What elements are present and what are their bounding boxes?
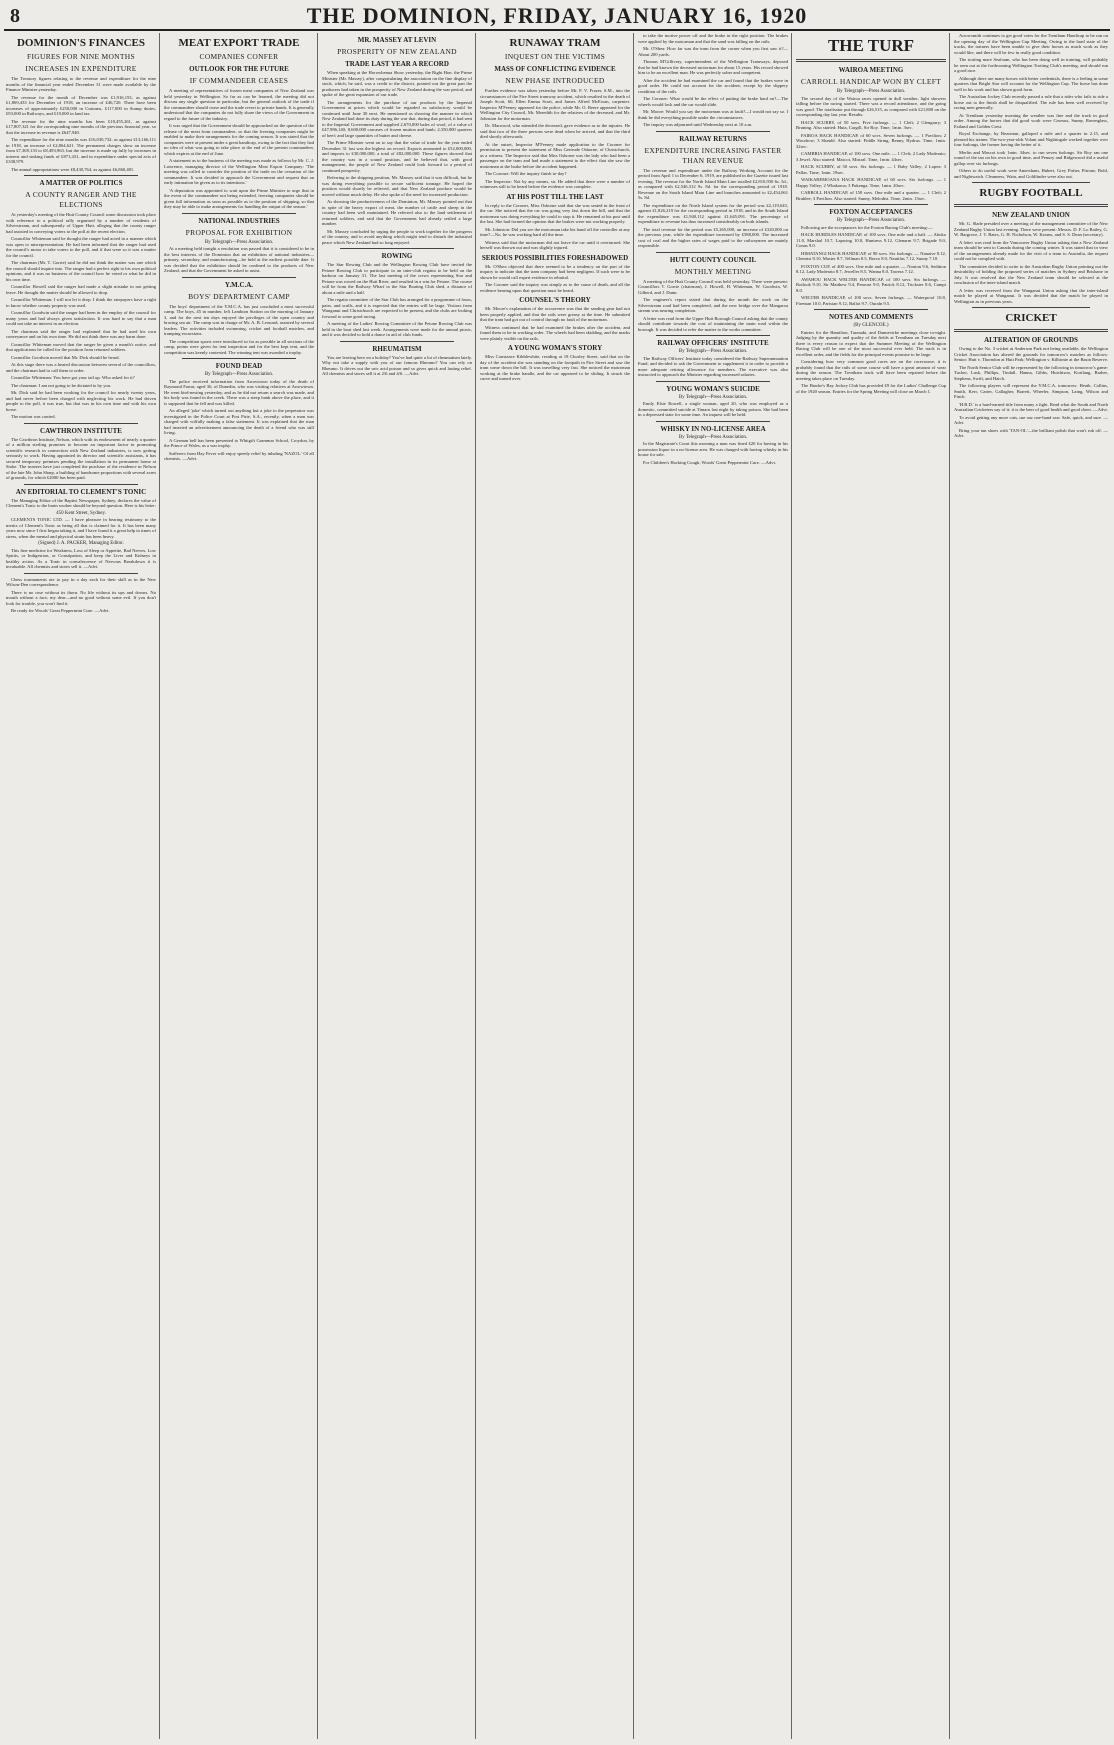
column-3	[322, 33, 472, 1739]
article-paragraph: Royal Exchange, by Bezonian, galloped a mile and a quarter in 2.15, and pleased his trainer. The two-year-olds Volant and Nightingale worked together over four furlongs, the former having the better of it.	[954, 131, 1108, 147]
article-paragraph: Witness said that the motorman did not leave the car until it overturned. She herself was thrown out and was slightly injured.	[480, 239, 630, 250]
article-paragraph: FAIROA HACK HANDICAP, of 60 sovs. Seven furlongs. — 1 Pavilion; 2 Woodrow; 3 Slumhl. Also started: Fiddle String, Benny, Hydrus. Time, 1min. 32sec.	[796, 132, 946, 149]
section-headline: RUNAWAY TRAM	[509, 37, 601, 49]
separator-rule	[656, 131, 770, 132]
section-headline: RUGBY FOOTBALL	[979, 187, 1083, 199]
article-paragraph: The Coroner said the inquiry was simply as to the cause of death, and all the evidence bearing upon that question must be heard.	[480, 282, 630, 293]
article-paragraph: A meeting of representatives of frozen meat companies of New Zealand was held yesterday in Wellington. So far as can be learned, the meeting did not discuss any single question in particular, but the general outlook of the trade if the commandeer should cease and the trade revert to private hands. It is generally understood that the companies do not fully share the views of the Government in regard to the future of the industry.	[164, 88, 314, 121]
article-paragraph: Councillor Whiteman: You have got your tail up. Who asked for it?	[11, 375, 135, 380]
article-paragraph: After the accident he had examined the car and found that the brakes were in good order. He could not account for the accident, except by the slippery condition of the rails.	[638, 77, 788, 94]
article-paragraph: This fine medicine for Weakness, Loss of Sleep or Appetite, Bad Nerves, Low Spirits, or Indigestion, or Constipation, and keep the Liver and Kidneys in healthy action. As a Tonic in convalescence of Nervous Breakdown it is invaluable. All chemists and stores sell it. —Advt.	[6, 547, 156, 569]
separator-rule	[182, 213, 296, 214]
article-headline: A MATTER OF POLITICS	[39, 179, 123, 187]
article-paragraph: The total revenue for the period was £5,265,000, an increase of £320,000 on the previous year, while the expenditure increased by £588,000. The increased cost of coal and the higher rates of wages paid to the railwaymen are mainly responsible.	[638, 226, 788, 248]
separator-rule	[656, 421, 770, 422]
subheadline: INQUEST ON THE VICTIMS	[504, 52, 606, 61]
subheadline: A COUNTY RANGER AND THE ELECTIONS	[25, 190, 137, 209]
article-paragraph: HACK SCURRY, of 50 sovs. Six furlongs. — 1 Baby Valley; 2 Lopez; 3 Pallas. Time, 1min. 19sec.	[796, 164, 946, 175]
article-paragraph: The Inspector: Not by any means, sir. He added that there were a number of witnesses still to be heard before the evidence was complete.	[480, 178, 630, 189]
double-rule	[954, 204, 1108, 207]
article-paragraph: WELTER HANDICAP, of 100 sovs. Seven furlongs. — Waterproof 10.8, Fireman 10.0, Parisian 9.12, Ballot 9.7, Ouraln 9.5.	[796, 295, 946, 306]
double-rule	[954, 329, 1108, 332]
subheadline: BOYS' DEPARTMENT CAMP	[188, 291, 290, 301]
column-rule	[633, 33, 634, 1739]
article-paragraph: FOXTON CUP, of 400 sovs. One mile and a quarter. — Nouton 9.6, Sedition 8.12, Lady Moderato 8.7, Jeweller 8.5, Wanna 8.0, Tawera 7.12.	[796, 263, 946, 274]
article-paragraph: A letter was read from the Vancouver Rugby Union asking that a New Zealand team should be sent to Canada during the coming winter. It was stated that in view of the arrangements already made for the visit of a team to Australia, the request could not be complied with.	[954, 239, 1108, 261]
article-paragraph: Referring to the shipping position, Mr. Massey said that it was difficult, but he was doing everything possible to secure sufficient tonnage. He hoped the position would shortly be relieved, and that New Zealand produce would be moved without much delay. He also spoke of the need for increased production.	[322, 175, 472, 197]
article-headline: OUTLOOK FOR THE FUTURE	[189, 65, 289, 73]
article-headline: WAIROA MEETING	[838, 66, 904, 74]
article-paragraph: The Railway Officers' Institute today considered the Railway Superannuation Fund, and decided to ask the Government to supplement it in order to provide a more adequate retiring allowance for members. The executive was also instructed to approach the Minister regarding increased salaries.	[638, 355, 788, 377]
separator-rule	[814, 204, 928, 205]
article-paragraph: Entries for the Hamilton, Taranaki, and Dannevirke meetings close to-night. Judging by the quantity and quality of the fields at Trentham on Tuesday next there is every reason to expect that the Summer Meeting of the Wellington Racing Club will be one of the most successful ever held. The track is in excellent order, and the fields for the principal events promise to be large.	[796, 329, 946, 357]
article-paragraph: 'A deputation was appointed to wait upon the Prime Minister to urge that in the event of the commandeer not being extended, freezing companies should be given full information as soon as possible as to the position of shipping, so that they may be able to make arrangements for handling the output of the season.'	[164, 187, 314, 209]
byline: 450 Kent Street, Sydney.	[56, 510, 106, 516]
article-headline: NEW ZEALAND UNION	[992, 211, 1070, 219]
separator-rule	[24, 175, 138, 176]
article-paragraph: The motion was carried.	[11, 414, 56, 419]
article-paragraph: Bring your tan shoes with 'TAN-OL'—the brilliant polish that won't rub off. —Advt.	[954, 427, 1108, 438]
article-paragraph: Emily Elsie Rowell, a single woman, aged 20, who was employed as a domestic, committed suicide at Timaru last night by taking poison. She had been in a depressed state for some time. An inquest will be held.	[638, 401, 788, 417]
masthead-title: THE DOMINION, FRIDAY, JANUARY 16, 1920	[306, 3, 808, 28]
article-paragraph: HACK HURDLES HANDICAP, of 100 sovs. One mile and a half. — Aboko 11.0, Marshal 10.7, Lapwing 10.0, Huntress 9.12, Glenarm 9.7, Brigade 9.0, Conus 9.0.	[796, 232, 946, 248]
article-paragraph: The Treasury figures relating to the revenue and expenditure for the nine months of the financial year ended December 31 were made available by the Finance Minister yesterday.	[6, 76, 156, 92]
subheadline: MONTHLY MEETING	[674, 266, 752, 276]
article-paragraph: To avoid getting any more cuts, use our one-hand saw. Safe, quick, and sure. —Advt.	[954, 414, 1108, 425]
page-number: 8	[10, 5, 20, 27]
article-paragraph: Miss Constance Kibblewhite, residing at 18 Chorley Street, said that on the day of the accident she was standing on the footpath in Fire Street and saw the tram come down the hill. It was travelling very fast. She noticed the motorman working at the brake handle, and the car appeared to be sliding. It struck the curve and turned over.	[480, 354, 630, 381]
article-paragraph: The Managing Editor of the Baptist Newspaper, Sydney, declares the value of Clement's Tonic to the brain worker should be beyond question. Here is his letter:	[6, 497, 156, 508]
article-paragraph: The Cawthron Institute, Nelson, which with its endowment of nearly a quarter of a million sterling promises to become an important factor in promoting scientific research in connection with New Zealand industries, is now getting seriously to work. Having appointed its director and scientific assistants, it has secured temporary premises pending the installation in its permanent home at Stoke. The trustees have just completed the purchase of the residence in Nelson of the late Mr. John Sharp, a building of handsome proportions with several acres of grounds, for which £2000 has been paid.	[6, 436, 156, 480]
column-rule	[949, 33, 950, 1739]
separator-rule	[656, 252, 770, 253]
separator-rule	[340, 341, 454, 342]
article-paragraph: Mr. Johnston: Did you see the motorman take his hand off the controller at any time?—No, he was working hard all the time.	[480, 226, 630, 237]
article-paragraph: A German bell has been presented to Whitgift Grammar School, Croydon, by the Prince of Wales, as a war trophy.	[164, 437, 314, 448]
article-paragraph: The second day of the Wairoa races opened in dull weather, light showers falling before the racing started. There was a record attendance, and the going was good. The totalisator put through £26,515, as compared with £21,800 on the corresponding day last year. Results:	[796, 95, 946, 117]
byline: By Telegraph—Press Association.	[678, 349, 748, 354]
article-paragraph: WAIKAREMOANA HACK HANDICAP, of 60 sovs. Six furlongs. — 1 Happy Valley; 2 Whakaroa; 3 Pukenga. Time, 1min. 20sec.	[796, 177, 946, 188]
subheadline: PROSPERITY OF NEW ZEALAND	[337, 47, 457, 56]
columns-area	[4, 33, 1110, 1739]
article-paragraph: A letter was received from the Wanganui Union asking that the inter-island match be played at Wanganui. It was decided that the match be played in Wellington as in previous years.	[954, 287, 1108, 304]
article-paragraph: The revenue for the month of December was £1,916,153, as against £1,869,433 for December of 1918, an increase of £46,720. There have been increases of approximately £250,000 in Customs, £117,000 in Stamp duties, £93,000 in Railways, and £10,000 in land tax.	[6, 94, 156, 116]
article-paragraph: Mr. Massey concluded by urging the people to work together for the progress of the country, and to avoid anything which might tend to disturb the industrial peace which New Zealand had so long enjoyed.	[322, 228, 472, 245]
article-paragraph: Mr. O'Shea: How far was the tram from the corner when you first saw it?—About 200 yards.	[638, 46, 788, 57]
byline: By Telegraph—Press Association.	[204, 239, 274, 245]
article-headline: Y.M.C.A.	[224, 280, 254, 289]
article-headline: ROWING	[381, 252, 413, 260]
article-paragraph: Councillor Whiteman said he thought the ranger had acted in a manner which was open to misrepresentation. He had been informed that the ranger had used the council's motor to take voters to the poll, and if that were so it was a matter for the council.	[6, 236, 156, 258]
article-paragraph: Be ready for Woods' Great Peppermint Cure. —Advt.	[11, 608, 110, 613]
article-headline: NATIONAL INDUSTRIES	[198, 216, 280, 225]
masthead	[4, 3, 1110, 31]
byline: By Telegraph—Press Association.	[836, 218, 906, 223]
article-paragraph: The boys' department of the Y.M.C.A. has just concluded a most successful camp. The boys, 45 in number, left Lambton Station on the morning of January 3, and for the next ten days enjoyed the privileges of the open country and bracing sea air. The camp was in charge of Mr. A. B. Leonard, assisted by several leaders. The activities included swimming, cricket and football matches, and tramping excursions.	[164, 303, 314, 336]
article-paragraph: The chairman: I am not going to be dictated to by you.	[11, 382, 112, 388]
article-paragraph: A meeting of the Ladies' Rowing Committee of the Petone Rowing Club was held in the boat shed last week. Arrangements were made for the annual picnic, and it was decided to hold a dance in aid of club funds.	[322, 321, 472, 337]
article-paragraph: At yesterday's meeting of the Hutt County Council some discussion took place with reference to a political rally organised by a number of residents of Silverstream, and subsequently of Upper Hutt, alleging that the county ranger had assisted in conveying voters to the poll at the recent election.	[6, 212, 156, 234]
article-paragraph: The competition sports were introduced so far as possible in all sections of the camp, points were given for tent inspection and for the best kept tent, and the competition was keenly contested. The winning tent was awarded a trophy.	[164, 338, 314, 355]
article-headline: RAILWAY OFFICERS' INSTITUTE	[657, 339, 769, 347]
article-headline: YOUNG WOMAN'S SUICIDE	[666, 384, 760, 393]
column-5	[638, 33, 788, 1739]
separator-rule	[972, 307, 1090, 308]
article-paragraph: The annual appropriations were £8,430,764, as against £6,860,481.	[11, 166, 135, 172]
article-paragraph: CARROLL HANDICAP, of 150 sovs. One mile and a quarter. — 1 Cleft; 2 Bruhlee; 3 Pavilion. Also started: Sunny, Melodist. Time, 2min. 13sec.	[796, 190, 946, 201]
article-paragraph: A statement as to the business of the meeting was made as follows by Mr. C. J. Lawrence, managing director of the Wellington Meat Export Company: 'The meeting was called to consider the position of the trade on the cessation of the commandeer. It was decided to approach the Government and request that an early intimation be given as to its intentions.'	[164, 158, 314, 185]
article-paragraph: It was urged that the Government should be approached on the question of the release of the meat from commandeer, so that the freezing companies might be enabled to make their arrangements for the coming season. It was stated that the companies were at present under a great handicap, owing to the fact that they had no idea of what was going to take place at the end of the present commandeer, which expires at the end of June.	[164, 123, 314, 156]
column-4	[480, 33, 630, 1739]
article-paragraph: The expenditure for the nine months was £16,030,732, as against £13,166,111 in 1918, an increase of £2,864,621. The permanent charges show an increase from £7,369,133 to £8,493,963, but the increase is made up fully by increases in interest and sinking funds of £871,431, and in expenditure under special acts of £338,979.	[6, 137, 156, 164]
separator-rule	[972, 182, 1090, 183]
article-paragraph: As showing the productiveness of the Dominion, Mr. Massey pointed out that in spite of the heavy export of meat, the number of cattle and sheep in the country had been well maintained. He referred also to the land settlement of returned soldiers, and said that the Government had already settled a large number.	[322, 199, 472, 226]
article-paragraph: The Star Rowing Club and the Wellington Rowing Club have invited the Petone Rowing Club to participate in an inter-club regatta to be held on the harbour on January 31. The last meeting of the crews representing Star and Petone was rowed on the Hutt River, and resulted in a win for Petone. The course will be from the Railway Wharf to the Star Boating Club shed, a distance of about a mile and a half.	[322, 262, 472, 295]
article-paragraph: Further evidence was taken yesterday before Mr. F. V. Frazer, S.M., into the circumstances of the Fire Street tramway accident, which resulted in the death of Joseph Scott, 60, Ellen Emma Scott, and James Alfred McEwan, carpenter. Inspector M'Feeney appeared for the police, while Mr. O. Beere appeared for the Wellington City Council, Mr. Meredith for the relatives of the deceased, and Mr. Johnston for the motorman.	[480, 88, 630, 121]
byline: (By GLENCOE.)	[853, 323, 889, 328]
article-paragraph: AWAHOU HACK WELTER HANDICAP, of 100 sovs. Six furlongs. — Rotlook 9.10, Sir Matthew 9.4, Penrose 9.0, Patrick 8.12, Trickster 8.6, Campi 8.0.	[796, 276, 946, 293]
article-paragraph: Mr. Moore's explanation of the occurrence was that the sanding gear had not been properly applied, and that the rails were greasy at the time. He submitted that the tram had got out of control through no fault of the motorman.	[480, 306, 630, 322]
article-paragraph: Councillor Howell said the ranger had made a slight mistake in not getting leave. He thought the matter should be allowed to drop.	[6, 284, 156, 295]
article-paragraph: HACK SCURRY, of 50 sovs. Five furlongs. — 1 Cleft; 2 Glengarry; 3 Bruning. Also started: Huia, Cargill, Sir Roy. Time, 1min. 3sec.	[796, 119, 946, 130]
byline: By Telegraph—Press Association.	[678, 394, 748, 400]
article-paragraph: HIMATANGI HACK HANDICAP, of 90 sovs. Six furlongs. — Nanaive 8.12, Chemist 8.10, Master 8.7, Tellman 8.5, Bravo 8.0, Nautilus 7.12, Sunny 7.10.	[796, 250, 946, 261]
subheadline: PROPOSAL FOR EXHIBITION	[185, 227, 293, 237]
article-paragraph: A letter was read from the Upper Hutt Borough Council asking that the county should contribute towards the cost of maintaining the main road within the borough. It was decided to refer the matter to the works committee.	[638, 315, 788, 332]
article-paragraph: to take the motive power off and the brake in the right position. The brakes were applied by the motorman and that the sand was falling on the rails.	[638, 33, 788, 44]
article-paragraph: An alleged 'joke' which turned out anything but a joke to the perpetrator was investigated in the Police Court at Port Pirie, S.A., recently, when a man was charged with wilfully making a false statement. It was explained that the man had inserted an advertisement announcing the death of a friend who was still living.	[164, 408, 314, 435]
subheadline: IF COMMANDEER CEASES	[189, 76, 289, 85]
byline: (Signed) J. A. PACKER, Managing Editor.	[38, 541, 124, 546]
article-paragraph: The Coroner: Will the inquiry finish to-day?	[485, 171, 567, 176]
article-paragraph: The Prime Minister went on to say that the value of trade for the year ended December 31 last was the highest on record. Exports amounted to £52,000,000, and imports to £30,000,000, a total of £82,000,000. These figures showed that the country was in a sound position, and he believed that, with good management, the people of New Zealand could look forward to a period of continued prosperity.	[322, 140, 472, 173]
article-paragraph: The revenue and expenditure under the Railway Working Account for the period from April 1 to December 6, 1919, are published in the Gazette issued last evening. The revenue for the North Island Main Line totalled £2,810,930 6s. 5d., as compared with £2,546,312 9s. 8d. for the corresponding period of 1918. Revenue on the South Island Main Line and branches amounted to £2,454,061 5s. 8d.	[638, 167, 788, 200]
article-paragraph: In reply to the Coroner, Miss Osborne said that she was seated in the front of the car. She noticed that the car was going very fast down the hill, and that the motorman was doing everything he could to stop it. He remained at his post until the last. She had formed the opinion that the brakes were not working properly.	[480, 202, 630, 224]
article-paragraph: Owing to the No. 3 wicket at Anderson Park not being available, the Wellington Cricket Association has altered the grounds for tomorrow's matches as follows: Senior: Hutt v. Thorndon at Hutt Park; Wellington v. Kilbirnie at the Basin Reserve.	[954, 346, 1108, 362]
subheadline: FIGURES FOR NINE MONTHS	[27, 52, 135, 61]
article-paragraph: At Trentham yesterday morning the weather was fine and the track in good order. Among the horses that did good work were Croesus, Sunny, Ravenglass, Estland and Golden Crest.	[954, 112, 1108, 129]
article-paragraph: Others to do useful work were Amersham, Hubert, Grey Fisher, Pitrone, Bold, and Nightwatch. Cleanness, Wain, and Goldfinder were also out.	[954, 168, 1108, 179]
separator-rule	[340, 248, 454, 249]
article-paragraph: Arrowsmith continues to get good votes for the Trentham Handicap to be run on the opening day of the Wellington Cup Meeting. Owing to the hard state of the tracks, the trainers have been unable to give their horses as much work as they would like, and there will be few in really good condition.	[954, 33, 1108, 55]
article-paragraph: Councillor Whiteman moved that the ranger be given a month's notice, and that applications be called for the position from returned soldiers.	[6, 341, 156, 352]
article-headline: A YOUNG WOMAN'S STORY	[507, 344, 603, 352]
article-headline: CAWTHRON INSTITUTE	[40, 426, 122, 435]
article-paragraph: Councillor Goodwin said the ranger had been in the employ of the council for many years and had always given satisfaction. It was hard to say that a man could not take an interest in an election.	[6, 310, 156, 326]
article-paragraph: The Hawke's Bay Jockey Club has provided £9 for the Ladies' Challenge Cup of the 1920 season. Entries for the Spring Meeting will close on March 1.	[796, 383, 946, 394]
separator-rule	[24, 484, 138, 485]
separator-rule	[656, 381, 770, 382]
article-paragraph: The Australian Jockey Club recently passed a rule that a rider who fails to ride a horse out to the finish shall be disqualified. The rule has been well received by racing men generally.	[954, 94, 1108, 110]
column-rule	[791, 33, 792, 1739]
section-headline: CRICKET	[1005, 312, 1057, 324]
article-paragraph: Mr. Dick said he had been working for the council for nearly twenty years, and had never before been charged with neglecting his work. He had driven people to the poll, it was true, but that was in his own time and with his own horse.	[6, 390, 156, 412]
article-paragraph: CAMBRIA HANDICAP, of 100 sovs. One mile. — 1 Cleft; 2 Lady Moderato; 3 Jewel. Also started: Mascot, Mistral. Time, 1min. 44sec.	[796, 151, 946, 162]
separator-rule	[182, 277, 296, 278]
article-paragraph: Although there are many horses with better credentials, there is a feeling in some quarters that Bright Star will account for the Wellington Cup. The horse has done well in his work and has shown good form.	[954, 75, 1108, 92]
separator-rule	[656, 335, 770, 336]
article-paragraph: At the outset, Inspector M'Feeney made application to the Coroner for permission to present the statement of Miss Gertrude Osborne, of Christchurch, as a witness. The Inspector said that Miss Osborne was the lady who had been a passenger on the tram and had made a statement to the effect that she saw the motorman at the brake before the accident happened.	[480, 141, 630, 169]
article-paragraph: You are leaving here on a holiday? You've had quite a lot of rheumatism lately. Why not take a supply with you of our famous Rheumo? You can rely on Rheumo. It drives out the uric acid poison and so gives quick and lasting relief. All chemists and stores sell it at 2/6 and 4/6. —Advt.	[322, 354, 472, 376]
article-headline: MR. MASSEY AT LEVIN	[357, 36, 437, 44]
article-paragraph: The police received information from Arrowtown today of the death of Raymond Farrar, aged 36, of Dunedin, who was visiting relatives at Arrowtown. He went bird-nesting yesterday, and as he did not return a search was made, and his body was found in the creek. There was a steep bank above the place, and it is supposed that he fell and was killed.	[164, 378, 314, 406]
subheadline: COMPANIES CONFER	[199, 52, 279, 61]
separator-rule	[24, 423, 138, 424]
byline: By Telegraph—Press Association.	[204, 372, 274, 377]
article-headline: AT HIS POST TILL THE LAST	[506, 192, 604, 201]
article-headline: NOTES AND COMMENTS	[828, 313, 913, 321]
byline: By Telegraph—Press Association.	[836, 89, 906, 94]
article-paragraph: There is no rose without its thorn. No life without its ups and downs. No mouth without a face, my dear—and no good without some evil. If you don't look for trouble, you won't find it.	[6, 589, 156, 606]
article-paragraph: The chairman said the ranger had explained that he had used his own conveyance and on his own time. He did not think there was any harm done.	[6, 328, 156, 339]
article-headline: FOUND DEAD	[215, 362, 263, 370]
article-paragraph: Mr. O'Shea objected that there seemed to be a tendency on the part of the inquiry to indicate that the tram company had been negligent. If such were to be shown he would call expert evidence in rebuttal.	[480, 263, 630, 280]
subheadline: EXPENDITURE INCREASING FASTER THAN REVENUE	[644, 145, 782, 165]
article-paragraph: In the Magistrate's Court this morning a man was fined £20 for having in his possession liquor in a no-license area. He was charged with having whisky in his house for sale.	[638, 441, 788, 457]
subheadline: NEW PHASE INTRODUCED	[505, 76, 605, 85]
article-paragraph: Considering how very common good races are on the racecourse, it is probably found that the rails of some course will have a great amount of wear during the season. The Trentham track will have been repaired before the meeting takes place on Tuesday.	[796, 359, 946, 381]
column-rule	[475, 33, 476, 1739]
article-headline: MASS OF CONFLICTING EVIDENCE	[494, 65, 616, 73]
article-paragraph: The chairman (Mr. T. Gorrie) said he did not think the matter was one which the council should inquire into. The ranger had a perfect right to his own political opinions, and it was no business of the council how he voted or what he did in his own time.	[6, 260, 156, 282]
separator-rule	[814, 309, 928, 310]
article-paragraph: The arrangements for the purchase of our products by the Imperial Government at prices which would be regarded as satisfactory would be continued until June 30 next. He mentioned as showing the manner in which New Zealand had done its duty during the war that, during that period, it had sent to the Imperial Government and supplied 2,670,000 bales of wool, of a value of £47,986,140; 8,600,000 carcases of frozen mutton and lamb; 2,350,000 quarters of beef; and large quantities of butter and cheese.	[322, 99, 472, 138]
section-banner: THE TURF	[827, 36, 915, 55]
subheadline: INCREASES IN EXPENDITURE	[25, 64, 137, 73]
article-paragraph: For Children's Hacking Cough, Woods' Great Peppermint Cure. —Advt.	[643, 459, 777, 465]
article-headline: ALTERATION OF GROUNDS	[984, 336, 1078, 344]
separator-rule	[182, 358, 296, 359]
column-2	[164, 33, 314, 1739]
article-headline: COUNSEL'S THEORY	[519, 296, 591, 304]
article-paragraph: The following players will represent the Y.M.C.A. tomorrow: Heath, Collins, Smith, Kerr, Carter, Gallagher, Barrett, Wheeler, Simpson, Laing, Wilson and Finch.	[954, 383, 1108, 399]
article-paragraph: Councillor Goodwin moved that Mr. Dick should be heard.	[11, 354, 120, 360]
article-paragraph: A meeting of the Hutt County Council was held yesterday. There were present: Councillors T. Gorrie (chairman), J. Howell, H. Whiteman, W. Goodwin, W. Gilberd, and J. Dunn.	[638, 278, 788, 295]
section-headline: MEAT EXPORT TRADE	[178, 37, 300, 49]
article-paragraph: Dr. Marwood, who attended the deceased, gave evidence as to the injuries. He said that two of the three persons were dead when he arrived, and that the third died shortly afterwards.	[480, 123, 630, 139]
article-paragraph: The regatta committee of the Star Club has arranged for a programme of fours, pairs, and sculls, and it is expected that the entries will be large. Visitors from Wanganui and Christchurch are expected to be present, and the clubs are looking forward to some good racing.	[322, 297, 472, 319]
article-paragraph: The expenditure on the North Island system for the period was £2,119,643, against £1,826,219 for the corresponding period in 1918, and in the South Island the expenditure was £1,940,112 against £1,645,091. The percentage of expenditure to revenue has thus increased considerably on both islands.	[638, 202, 788, 224]
article-paragraph: Merlin and Mascot took 1min. 34sec. to run seven furlongs. Sir Roy ran one round of the tan on his own in good time, and Penury and Ridgewood did a useful gallop over six furlongs.	[954, 149, 1108, 166]
article-paragraph: CLEMENTS TONIC LTD. — I have pleasure in bearing testimony to the merits of Clement's Tonic as being all that is claimed for it. It has been many years now since I first began taking it, and I have found it a great help in times of stress, when the mental and physical strain has been heavy.	[6, 517, 156, 539]
article-paragraph: The North Senior Club will be represented by the following in tomorrow's game: Tucker, Lusk, Phillips, Tindall, Hanna, Gibbs, Hutchison, Kortlang, Barber, Stephens, Swift, and Hatch.	[954, 364, 1108, 381]
article-paragraph: The committee decided to write to the Australian Rugby Union pointing out the desirability of holding the proposed series of matches in Sydney and Brisbane in July. It was resolved that the New Zealand team should be selected at the conclusion of the inter-island match.	[954, 263, 1108, 285]
article-paragraph: Sufferers from Hay Fever will enjoy speedy relief by inhaling 'NAZOL.' Of all chemists. —Advt.	[164, 450, 314, 461]
article-paragraph: 'H.B.D.' is a hard-earned title from many a fight. Read what the South and North Australian Cricketers say of it: it is the beer of good health and good cheer. —Advt.	[954, 401, 1108, 412]
section-headline: DOMINION'S FINANCES	[16, 37, 146, 49]
article-paragraph: The engineer's report stated that during the month the work on the Silverstream road had been completed, and the new bridge over the Mangaroa stream was nearing completion.	[638, 297, 788, 313]
article-paragraph: The inquiry was adjourned until Wednesday next at 10 a.m.	[643, 122, 753, 127]
article-paragraph: The Coroner: What would be the effect of putting the brake hard on?—The wheels would lock and the car would slide.	[638, 96, 788, 107]
column-1	[6, 33, 156, 1739]
article-headline: WHISKY IN NO-LICENSE AREA	[660, 424, 766, 433]
article-paragraph: At this stage there was a heated discussion between several of the councillors, and the chairman had to call them to order.	[6, 362, 156, 373]
byline: By Telegraph—Press Association.	[678, 434, 748, 440]
newspaper-page	[4, 3, 1110, 1739]
subheadline: CARROLL HANDICAP WON BY CLEFT	[800, 77, 942, 86]
article-headline: HUTT COUNTY COUNCIL	[669, 255, 757, 264]
column-6	[796, 33, 946, 1739]
separator-rule	[24, 573, 138, 574]
column-rule	[159, 33, 160, 1739]
article-paragraph: The revenue for the nine months has been £18,455,261, as against £17,807,321 for the corresponding nine months of the previous financial year, so that the increase in revenue is £647,940.	[6, 118, 156, 135]
article-headline: RHEUMATISM	[372, 344, 422, 353]
article-paragraph: Mr. Moore: Would you say the motorman was at fault?—I would not say so. I think he did everything possible under the circumstances.	[638, 109, 788, 120]
article-paragraph: Thomas M'Gillivray, superintendent of the Wellington Tramways, deposed that he had known the deceased motorman for about 15 years. His record showed him to be an excellent man. He was perfectly sober and competent.	[638, 59, 788, 75]
column-7	[954, 33, 1108, 1739]
article-headline: TRADE LAST YEAR A RECORD	[345, 60, 449, 68]
article-paragraph: Councillor Whiteman: I will not let it drop. I think the ratepayers have a right to know whether county property was used.	[6, 297, 156, 308]
article-paragraph: Chess tournaments are to pay in a day each for their skill as in the New Wilson-Den correspondence.	[6, 576, 156, 587]
column-rule	[317, 33, 318, 1739]
article-headline: FOXTON ACCEPTANCES	[829, 208, 913, 216]
article-paragraph: At a meeting held tonight a resolution was passed that it is considered to be in the best interests of the Dominion that an exhibition of national industries—primary, secondary, and manufacturing—be held at the earliest possible date. It was decided that the exhibition should be confined to the products of New Zealand, and that the Government be asked to assist.	[164, 246, 314, 273]
double-rule	[796, 59, 946, 62]
article-paragraph: Following are the acceptances for the Foxton Racing Club's meeting:—	[801, 224, 933, 230]
article-headline: AN EDITORIAL TO CLEMENT'S TONIC	[15, 487, 147, 496]
article-paragraph: When speaking at the Horowhenua Show yesterday, the Right Hon. the Prime Minister (Mr. Massey), after congratulating the association on the fine display of stock, which, he said, was a credit to the district, pointed out the great part the producers had taken in the prosperity of New Zealand during the war period, and spoke of the great expansion of our trade.	[322, 70, 472, 97]
article-headline: RAILWAY RETURNS	[679, 134, 747, 143]
article-paragraph: Witness continued that he had examined the brakes after the accident, and found them to be in working order. The wheels had been skidding, and the marks were plainly visible on the rails.	[480, 324, 630, 341]
article-paragraph: The trotting mare Seafoam, who has been doing well in training, will probably be seen out at the forthcoming Wellington Trotting Club's meeting, and should run a good race.	[954, 57, 1108, 73]
article-paragraph: Mr. G. Slade presided over a meeting of the management committee of the New Zealand Rugby Union last evening. There were present: Messrs. D. F. Lo Bailey, G. W. Bargrove, J. T. Bates, G. H. Nicholson, W. Kearns, and S. S. Dean (secretary).	[954, 221, 1108, 237]
article-headline: SERIOUS POSSIBILITIES FORESHADOWED	[481, 253, 629, 262]
